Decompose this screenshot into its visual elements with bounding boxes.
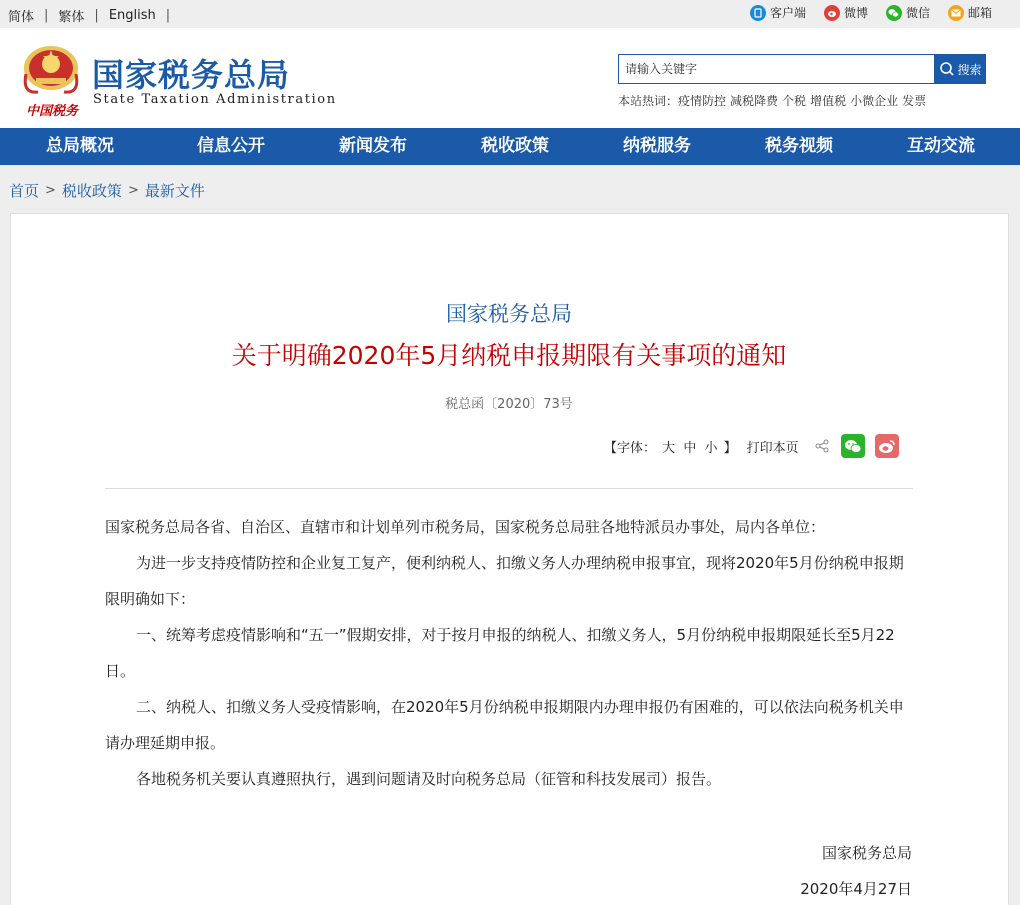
- breadcrumb-separator: >: [127, 183, 139, 198]
- search-box: [618, 54, 986, 84]
- print-button[interactable]: 打印本页: [746, 440, 799, 456]
- article-issuer: 国家税务总局: [446, 302, 572, 326]
- breadcrumb-separator: >: [45, 183, 56, 198]
- mail-label: 邮箱: [967, 6, 992, 20]
- weibo-icon: [824, 5, 840, 21]
- wechat-label: 微信: [905, 6, 930, 20]
- font-size-medium[interactable]: 中: [683, 440, 697, 456]
- share-icon[interactable]: [815, 439, 829, 453]
- language-switcher: [8, 6, 180, 25]
- nav-item-service[interactable]: 纳税服务: [623, 136, 691, 156]
- nav-item-video[interactable]: 税务视频: [765, 136, 833, 156]
- hot-word[interactable]: 减税降费: [730, 94, 779, 108]
- social-links: [732, 4, 992, 21]
- nav-item-disclosure[interactable]: 信息公开: [197, 136, 265, 156]
- top-utility-bar: [0, 0, 1020, 28]
- search-button[interactable]: [935, 54, 986, 84]
- breadcrumb-latest[interactable]: 最新文件: [144, 182, 205, 200]
- client-label: 客户端: [769, 6, 806, 20]
- mail-link[interactable]: [948, 4, 992, 21]
- signature-date: 2020年4月27日: [800, 880, 912, 898]
- app-icon: [750, 5, 766, 21]
- body-paragraph: 二、纳税人、扣缴义务人受疫情影响，在2020年5月份纳税申报期限内办理申报仍有困难的，可以依法向税务机关申请办理延期申报。: [105, 698, 904, 752]
- hot-word[interactable]: 疫情防控: [678, 94, 727, 108]
- separator: |: [44, 8, 49, 23]
- lang-traditional[interactable]: 繁体: [58, 10, 85, 25]
- client-link[interactable]: [750, 4, 806, 21]
- hot-words-label: 本站热词：: [618, 94, 679, 108]
- site-header: [0, 28, 1020, 128]
- lang-english[interactable]: English: [108, 8, 156, 23]
- weibo-link[interactable]: [824, 4, 868, 21]
- lang-simplified[interactable]: 简体: [8, 10, 35, 25]
- hot-word[interactable]: 个税: [782, 94, 807, 108]
- main-nav: [0, 128, 1020, 165]
- nav-item-overview[interactable]: 总局概况: [46, 136, 114, 156]
- hot-word[interactable]: 小微企业: [850, 94, 899, 108]
- nav-item-interaction[interactable]: 互动交流: [907, 136, 975, 156]
- font-size-label: 【字体：: [604, 440, 657, 456]
- article-body: [105, 509, 913, 797]
- separator: |: [165, 8, 171, 23]
- body-paragraph: 为进一步支持疫情防控和企业复工复产，便利纳税人、扣缴义务人办理纳税申报事宜，现将2020年5月份纳税申报期限明确如下：: [105, 554, 904, 608]
- emblem-text: 中国税务: [25, 104, 78, 119]
- site-name[interactable]: 国家税务总局: [92, 56, 291, 94]
- search-icon: [939, 61, 955, 77]
- search-button-label: 搜索: [957, 62, 982, 77]
- wechat-link[interactable]: [886, 4, 930, 21]
- body-paragraph: 各地税务机关要认真遵照执行，遇到问题请及时向税务总局（征管和科技发展司）报告。: [136, 770, 722, 788]
- weibo-label: 微博: [843, 6, 868, 20]
- salutation: 国家税务总局各省、自治区、直辖市和计划单列市税务局，国家税务总局驻各地特派员办事处，局内各单位：: [105, 518, 826, 536]
- tax-emblem-logo[interactable]: [18, 34, 84, 122]
- nav-item-news[interactable]: 新闻发布: [339, 136, 407, 156]
- article-tools: [604, 434, 909, 458]
- font-size-end: 】: [723, 440, 737, 456]
- hot-words: [618, 92, 930, 109]
- wechat-icon: [886, 5, 902, 21]
- weibo-share-icon[interactable]: [875, 434, 899, 458]
- hot-word[interactable]: 发票: [902, 94, 927, 108]
- font-size-selector: [604, 437, 737, 456]
- content-divider: [105, 488, 913, 489]
- article-title: 关于明确2020年5月纳税申报期限有关事项的通知: [231, 341, 787, 370]
- hot-word[interactable]: 增值税: [810, 94, 847, 108]
- site-name-english: State Taxation Administration: [93, 92, 337, 107]
- mail-icon: [948, 5, 964, 21]
- wechat-share-icon[interactable]: [841, 434, 865, 458]
- nav-item-policy[interactable]: 税收政策: [481, 136, 549, 156]
- breadcrumb-home[interactable]: 首页: [9, 182, 40, 200]
- body-paragraph: 一、统筹考虑疫情影响和“五一”假期安排，对于按月申报的纳税人、扣缴义务人，5月份纳税申报期限延长至5月22日。: [105, 626, 895, 680]
- font-size-large[interactable]: 大: [662, 440, 676, 456]
- breadcrumb: [9, 180, 205, 201]
- font-size-small[interactable]: 小: [704, 440, 718, 456]
- separator: |: [94, 8, 99, 23]
- breadcrumb-policy[interactable]: 税收政策: [61, 182, 122, 200]
- search-input[interactable]: [618, 54, 935, 84]
- signature-org: 国家税务总局: [821, 844, 912, 862]
- document-number: 税总函〔2020〕73号: [445, 397, 573, 412]
